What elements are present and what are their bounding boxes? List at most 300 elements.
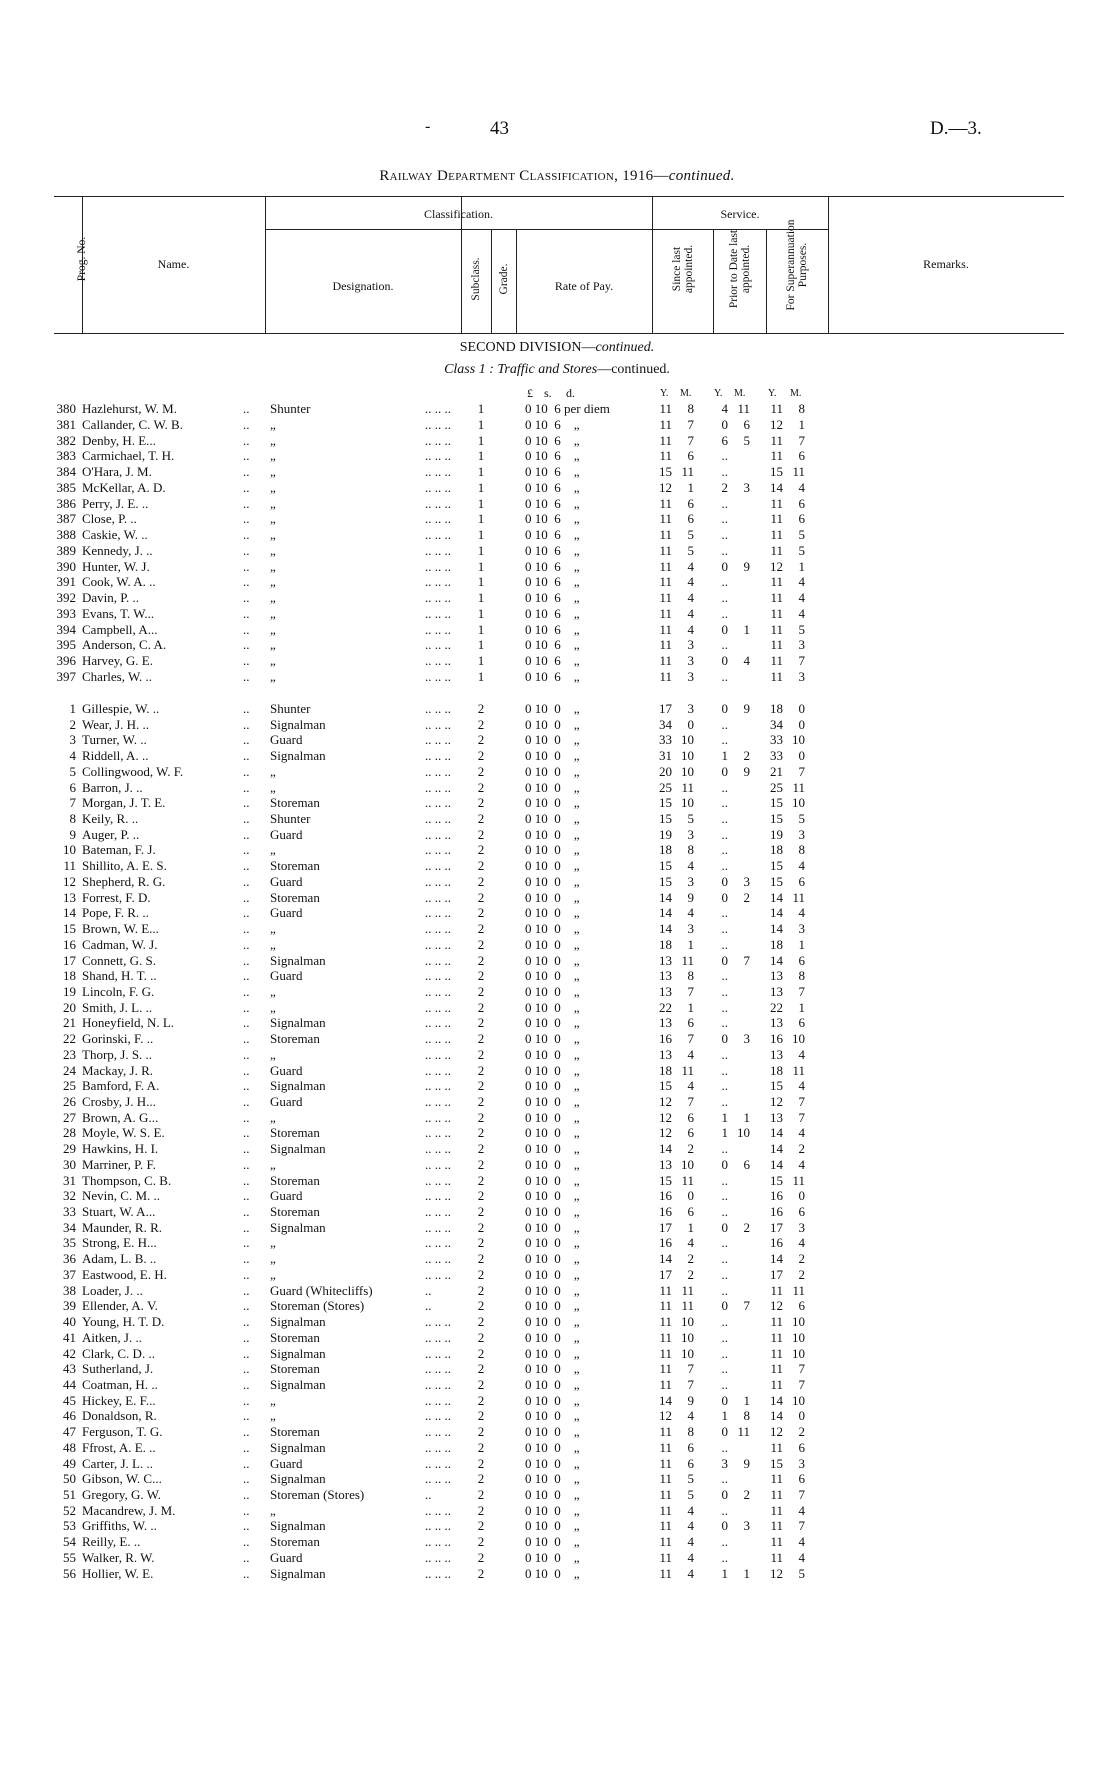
table-row — [0, 1377, 1114, 1393]
prog-no: 30 — [63, 1156, 76, 1172]
prog-no: 387 — [56, 511, 76, 527]
since-years: 11 — [659, 653, 672, 668]
prior-years: .. — [721, 1204, 728, 1220]
table-row — [0, 1408, 1114, 1424]
since-months: 6 — [687, 1109, 694, 1125]
employee-name: Ellender, A. V. — [82, 1298, 158, 1314]
super-years: 11 — [770, 1345, 783, 1361]
super-years: 11 — [770, 605, 783, 621]
prior-years: .. — [721, 795, 728, 811]
super-years: 14 — [770, 1251, 783, 1267]
rate-of-pay: 0 10 6 „ — [525, 558, 580, 574]
rate-of-pay: 0 10 0 „ — [525, 748, 580, 764]
since-months: 11 — [681, 1298, 694, 1314]
super-months: 0 — [798, 1188, 805, 1204]
prior-months: 3 — [743, 479, 750, 495]
prior-years: .. — [721, 1015, 728, 1031]
since-months: 7 — [687, 416, 694, 432]
leader-dots: .. .. .. — [425, 1219, 451, 1235]
employee-name: Mackay, J. R. — [82, 1062, 154, 1078]
employee-name: Marriner, P. F. — [82, 1156, 156, 1172]
table-row — [0, 701, 1114, 717]
table-row — [0, 937, 1114, 953]
since-months: 7 — [687, 1094, 694, 1109]
leader-dots: .. .. .. — [425, 1376, 451, 1392]
employee-name: Pope, F. R. .. — [82, 905, 149, 921]
employee-name: Adam, L. B. .. — [82, 1251, 157, 1267]
since-years: 11 — [659, 1518, 672, 1534]
super-years: 11 — [770, 1549, 783, 1565]
designation: Signalman — [270, 1565, 326, 1581]
prog-no: 48 — [63, 1439, 76, 1455]
super-years: 15 — [770, 795, 783, 811]
leader-dots: .. .. .. — [425, 889, 451, 905]
table-row — [0, 953, 1114, 969]
designation: Signalman — [270, 1471, 326, 1487]
rate-of-pay: 0 10 6 „ — [525, 574, 580, 590]
leader-dots: .. .. .. — [425, 1188, 451, 1204]
leader-dots: .. .. .. — [425, 621, 451, 637]
since-years: 11 — [659, 1439, 672, 1455]
table-row — [0, 1141, 1114, 1157]
rate-of-pay: 0 10 0 „ — [525, 732, 580, 748]
grade: 2 — [477, 1408, 485, 1424]
since-months: 3 — [687, 921, 694, 937]
since-years: 11 — [659, 401, 672, 416]
rate-of-pay: 0 10 0 „ — [525, 1439, 580, 1455]
prior-years: 0 — [721, 558, 728, 574]
table-row — [0, 1314, 1114, 1330]
since-months: 4 — [687, 905, 694, 921]
leader-dots: .. — [243, 527, 250, 542]
employee-name: Honeyfield, N. L. — [82, 1015, 175, 1031]
leader-dots: .. — [243, 779, 250, 795]
since-years: 14 — [659, 1141, 672, 1157]
employee-name: Bateman, F. J. — [82, 842, 156, 858]
leader-dots: .. — [243, 968, 250, 984]
employee-name: Collingwood, W. F. — [82, 763, 184, 779]
super-years: 12 — [770, 1094, 783, 1109]
since-years: 11 — [659, 1345, 672, 1361]
designation: „ — [270, 605, 276, 621]
prior-years: .. — [721, 1266, 728, 1282]
table-row — [0, 1204, 1114, 1220]
table-row — [0, 842, 1114, 858]
leader-dots: .. .. .. — [425, 1109, 451, 1125]
employee-name: Harvey, G. E. — [82, 653, 153, 668]
employee-name: Ferguson, T. G. — [82, 1424, 163, 1440]
rate-of-pay: 0 10 0 „ — [525, 1487, 580, 1502]
super-years: 11 — [770, 1518, 783, 1534]
employee-name: Strong, E. H... — [82, 1235, 157, 1251]
rate-of-pay: 0 10 0 „ — [525, 1455, 580, 1471]
prog-no: 51 — [63, 1487, 76, 1502]
designation: „ — [270, 763, 276, 779]
prior-years: .. — [721, 637, 728, 653]
since-months: 2 — [687, 1251, 694, 1267]
grade: 2 — [477, 763, 485, 779]
since-years: 20 — [659, 763, 672, 779]
super-years: 15 — [770, 858, 783, 874]
super-months: 11 — [792, 464, 805, 479]
employee-name: Gibson, W. C... — [82, 1471, 162, 1487]
super-months: 5 — [798, 621, 805, 637]
designation: „ — [270, 527, 276, 542]
leader-dots: .. — [243, 495, 250, 511]
since-years: 11 — [659, 1455, 672, 1471]
prog-no: 14 — [63, 905, 76, 921]
rate-of-pay-header: Rate of Pay. — [554, 279, 614, 293]
prog-no: 10 — [63, 842, 76, 858]
leader-dots: .. — [243, 811, 250, 827]
rate-of-pay: 0 10 6 „ — [525, 464, 580, 479]
super-years: 18 — [770, 1062, 783, 1078]
employee-name: Stuart, W. A... — [82, 1204, 156, 1220]
super-months: 10 — [792, 1392, 805, 1408]
leader-dots: .. — [243, 748, 250, 764]
table-row — [0, 401, 1114, 417]
remarks-header: Remarks. — [923, 257, 969, 271]
leader-dots: .. — [243, 1502, 250, 1518]
super-years: 18 — [770, 701, 783, 716]
leader-dots: .. — [243, 1094, 250, 1109]
leader-dots: .. .. .. — [425, 479, 451, 495]
prior-years: .. — [721, 668, 728, 684]
since-months: 4 — [687, 605, 694, 621]
grade: 2 — [477, 889, 485, 905]
rate-of-pay: 0 10 0 „ — [525, 1141, 580, 1157]
employee-name: Walker, R. W. — [82, 1549, 155, 1565]
since-years: 16 — [659, 1031, 672, 1047]
super-months: 3 — [798, 1455, 805, 1471]
super-years: 14 — [770, 479, 783, 495]
prog-no: 22 — [63, 1031, 76, 1047]
since-months: 7 — [687, 432, 694, 448]
table-row — [0, 1393, 1114, 1409]
rate-of-pay: 0 10 6 „ — [525, 432, 580, 448]
leader-dots: .. — [425, 1487, 432, 1502]
prog-no: 43 — [63, 1361, 76, 1377]
super-months: 1 — [798, 999, 805, 1015]
since-years: 11 — [659, 605, 672, 621]
grade: 2 — [477, 1439, 485, 1455]
for-super-header: For Superannuation Purposes. — [785, 219, 809, 311]
employee-name: Loader, J. .. — [82, 1282, 143, 1298]
table-row — [0, 637, 1114, 653]
division-suffix: continued. — [595, 340, 655, 355]
prog-no: 17 — [63, 952, 76, 968]
since-years: 11 — [659, 527, 672, 542]
since-months: 4 — [687, 558, 694, 574]
designation: „ — [270, 416, 276, 432]
leader-dots: .. — [243, 1314, 250, 1330]
since-years: 11 — [659, 558, 672, 574]
since-years: 11 — [659, 1376, 672, 1392]
leader-dots: .. .. .. — [425, 873, 451, 889]
rate-of-pay: 0 10 0 „ — [525, 1172, 580, 1188]
title-main: Railway Department Classification, 1916— — [379, 168, 669, 184]
leader-dots: .. — [243, 716, 250, 732]
leader-dots: .. .. .. — [425, 590, 451, 605]
employee-name: Evans, T. W... — [82, 605, 155, 621]
since-months: 8 — [687, 842, 694, 858]
designation: Signalman — [270, 1314, 326, 1330]
since-years: 14 — [659, 1251, 672, 1267]
prior-months: 5 — [743, 432, 750, 448]
table-row — [0, 1330, 1114, 1346]
table-row — [0, 1471, 1114, 1487]
grade: 2 — [477, 1424, 485, 1440]
super-years: 12 — [770, 1565, 783, 1581]
super-years: 15 — [770, 873, 783, 889]
leader-dots: .. — [243, 1046, 250, 1062]
designation: Storeman — [270, 1031, 320, 1047]
since-months: 7 — [687, 1361, 694, 1377]
designation: Signalman — [270, 1345, 326, 1361]
designation: „ — [270, 448, 276, 464]
table-row — [0, 1235, 1114, 1251]
since-months: 4 — [687, 1565, 694, 1581]
since-months: 4 — [687, 1078, 694, 1094]
table-row — [0, 1534, 1114, 1550]
super-months: 2 — [798, 1424, 805, 1440]
employee-name: Wear, J. H. .. — [82, 716, 150, 732]
since-years: 13 — [659, 1015, 672, 1031]
leader-dots: .. .. .. — [425, 1062, 451, 1078]
rate-of-pay: 0 10 6 „ — [525, 542, 580, 558]
prior-years: .. — [721, 1361, 728, 1377]
rate-of-pay: 0 10 0 „ — [525, 1204, 580, 1220]
since-years: 17 — [659, 1266, 672, 1282]
since-years: 22 — [659, 999, 672, 1015]
rate-of-pay: 0 10 0 „ — [525, 1314, 580, 1330]
employee-name: Aitken, J. .. — [82, 1329, 142, 1345]
prog-no: 28 — [63, 1125, 76, 1141]
super-months: 3 — [798, 826, 805, 842]
designation: Storeman — [270, 1361, 320, 1377]
rate-of-pay: 0 10 0 „ — [525, 1329, 580, 1345]
prior-to-header: Prior to Date last appointed. — [728, 229, 752, 309]
rate-of-pay: 0 10 0 „ — [525, 811, 580, 827]
rate-of-pay: 0 10 0 „ — [525, 795, 580, 811]
leader-dots: .. .. .. — [425, 1471, 451, 1487]
super-months: 0 — [798, 1408, 805, 1424]
since-months: 10 — [681, 763, 694, 779]
leader-dots: .. — [243, 1487, 250, 1502]
rate-of-pay: 0 10 6 „ — [525, 637, 580, 653]
since-months: 1 — [687, 479, 694, 495]
table-row — [0, 984, 1114, 1000]
leader-dots: .. .. .. — [425, 858, 451, 874]
table-row — [0, 1298, 1114, 1314]
super-years: 11 — [770, 448, 783, 464]
employee-name: Hollier, W. E. — [82, 1565, 154, 1581]
prog-no: 29 — [63, 1141, 76, 1157]
employee-name: Brown, A. G... — [82, 1109, 159, 1125]
since-years: 11 — [659, 1502, 672, 1518]
since-years: 15 — [659, 1172, 672, 1188]
designation: Guard — [270, 1455, 303, 1471]
employee-name: Shillito, A. E. S. — [82, 858, 167, 874]
unit-years-prior: Y. — [714, 388, 723, 399]
rate-of-pay: 0 10 0 „ — [525, 1298, 580, 1314]
grade-header: Grade. — [498, 263, 510, 295]
prog-no: 382 — [56, 432, 76, 448]
prior-years: .. — [721, 1471, 728, 1487]
since-years: 11 — [659, 432, 672, 448]
grade: 2 — [477, 842, 485, 858]
since-months: 11 — [681, 464, 694, 479]
designation: „ — [270, 1109, 276, 1125]
employee-name: Davin, P. .. — [82, 590, 140, 605]
rate-of-pay: 0 10 6 „ — [525, 621, 580, 637]
leader-dots: .. — [243, 701, 250, 716]
grade: 1 — [477, 590, 485, 605]
rate-of-pay: 0 10 0 „ — [525, 1502, 580, 1518]
leader-dots: .. .. .. — [425, 1266, 451, 1282]
table-row — [0, 511, 1114, 527]
leader-dots: .. — [243, 637, 250, 653]
prog-no: 42 — [63, 1345, 76, 1361]
super-months: 0 — [798, 748, 805, 764]
prog-no: 15 — [63, 921, 76, 937]
rate-of-pay: 0 10 0 „ — [525, 1219, 580, 1235]
leader-dots: .. — [243, 1345, 250, 1361]
table-row — [0, 1518, 1114, 1534]
grade: 1 — [477, 621, 485, 637]
super-years: 12 — [770, 416, 783, 432]
prog-no: 21 — [63, 1015, 76, 1031]
service-header: Service. — [720, 207, 760, 221]
grade: 2 — [477, 1471, 485, 1487]
super-years: 11 — [770, 637, 783, 653]
leader-dots: .. .. .. — [425, 968, 451, 984]
since-months: 11 — [681, 1282, 694, 1298]
employee-name: Keily, R. .. — [82, 811, 139, 827]
employee-name: Ffrost, A. E. .. — [82, 1439, 156, 1455]
super-months: 4 — [798, 605, 805, 621]
since-months: 4 — [687, 1518, 694, 1534]
super-months: 11 — [792, 1172, 805, 1188]
prog-no: 18 — [63, 968, 76, 984]
since-years: 13 — [659, 952, 672, 968]
employee-name: Carmichael, T. H. — [82, 448, 175, 464]
since-months: 5 — [687, 1471, 694, 1487]
grade: 2 — [477, 983, 485, 999]
since-months: 1 — [687, 999, 694, 1015]
rate-of-pay: 0 10 0 „ — [525, 983, 580, 999]
prior-months: 7 — [743, 1298, 750, 1314]
leader-dots: .. .. .. — [425, 1392, 451, 1408]
rate-of-pay: 0 10 0 „ — [525, 936, 580, 952]
rate-of-pay: 0 10 0 „ — [525, 968, 580, 984]
super-years: 18 — [770, 936, 783, 952]
since-months: 4 — [687, 574, 694, 590]
table-row — [0, 417, 1114, 433]
leader-dots: .. — [243, 921, 250, 937]
prog-no: 41 — [63, 1329, 76, 1345]
designation: „ — [270, 779, 276, 795]
grade: 2 — [477, 1188, 485, 1204]
employee-name: Smith, J. L. .. — [82, 999, 153, 1015]
super-months: 10 — [792, 795, 805, 811]
super-years: 14 — [770, 1125, 783, 1141]
leader-dots: .. — [243, 542, 250, 558]
since-years: 18 — [659, 936, 672, 952]
super-months: 4 — [798, 1549, 805, 1565]
super-months: 4 — [798, 1235, 805, 1251]
super-years: 16 — [770, 1235, 783, 1251]
super-years: 11 — [770, 590, 783, 605]
since-years: 11 — [659, 495, 672, 511]
prior-months: 1 — [743, 621, 750, 637]
table-row — [0, 1173, 1114, 1189]
leader-dots: .. .. .. — [425, 763, 451, 779]
super-months: 4 — [798, 1078, 805, 1094]
unit-months-super: M. — [790, 388, 802, 399]
since-months: 6 — [687, 448, 694, 464]
since-years: 31 — [659, 748, 672, 764]
prog-no: 16 — [63, 936, 76, 952]
employee-name: Close, P. .. — [82, 511, 137, 527]
super-years: 11 — [770, 1376, 783, 1392]
leader-dots: .. — [243, 416, 250, 432]
prior-years: .. — [721, 1172, 728, 1188]
super-months: 7 — [798, 1109, 805, 1125]
designation: Storeman — [270, 1329, 320, 1345]
grade: 2 — [477, 716, 485, 732]
since-months: 11 — [681, 1172, 694, 1188]
leader-dots: .. .. .. — [425, 1329, 451, 1345]
designation: Shunter — [270, 401, 311, 416]
designation: Signalman — [270, 1141, 326, 1157]
leader-dots: .. .. .. — [425, 511, 451, 527]
since-months: 7 — [687, 983, 694, 999]
prog-no: 12 — [63, 873, 76, 889]
prior-years: 4 — [721, 401, 728, 416]
designation: Storeman — [270, 858, 320, 874]
prior-years: .. — [721, 779, 728, 795]
since-years: 15 — [659, 1078, 672, 1094]
leader-dots: .. — [243, 1015, 250, 1031]
unit-shillings: s. — [544, 386, 552, 400]
since-years: 11 — [659, 668, 672, 684]
designation: „ — [270, 1392, 276, 1408]
prog-no: 31 — [63, 1172, 76, 1188]
prog-no: 47 — [63, 1424, 76, 1440]
leader-dots: .. .. .. — [425, 637, 451, 653]
classification-header: Classification. — [424, 207, 493, 221]
grade: 2 — [477, 701, 485, 716]
designation: Signalman — [270, 1078, 326, 1094]
since-months: 3 — [687, 637, 694, 653]
rate-of-pay: 0 10 0 „ — [525, 779, 580, 795]
prior-years: .. — [721, 527, 728, 542]
rate-of-pay: 0 10 0 „ — [525, 1015, 580, 1031]
rate-of-pay: 0 10 0 „ — [525, 858, 580, 874]
table-row — [0, 1267, 1114, 1283]
rate-of-pay: 0 10 0 „ — [525, 1156, 580, 1172]
prior-years: 0 — [721, 952, 728, 968]
employee-name: Donaldson, R. — [82, 1408, 157, 1424]
prior-years: .. — [721, 1078, 728, 1094]
since-years: 11 — [659, 1361, 672, 1377]
leader-dots: .. .. .. — [425, 558, 451, 574]
prog-no: 11 — [63, 858, 76, 874]
leader-dots: .. .. .. — [425, 779, 451, 795]
prior-years: .. — [721, 968, 728, 984]
super-years: 14 — [770, 1408, 783, 1424]
